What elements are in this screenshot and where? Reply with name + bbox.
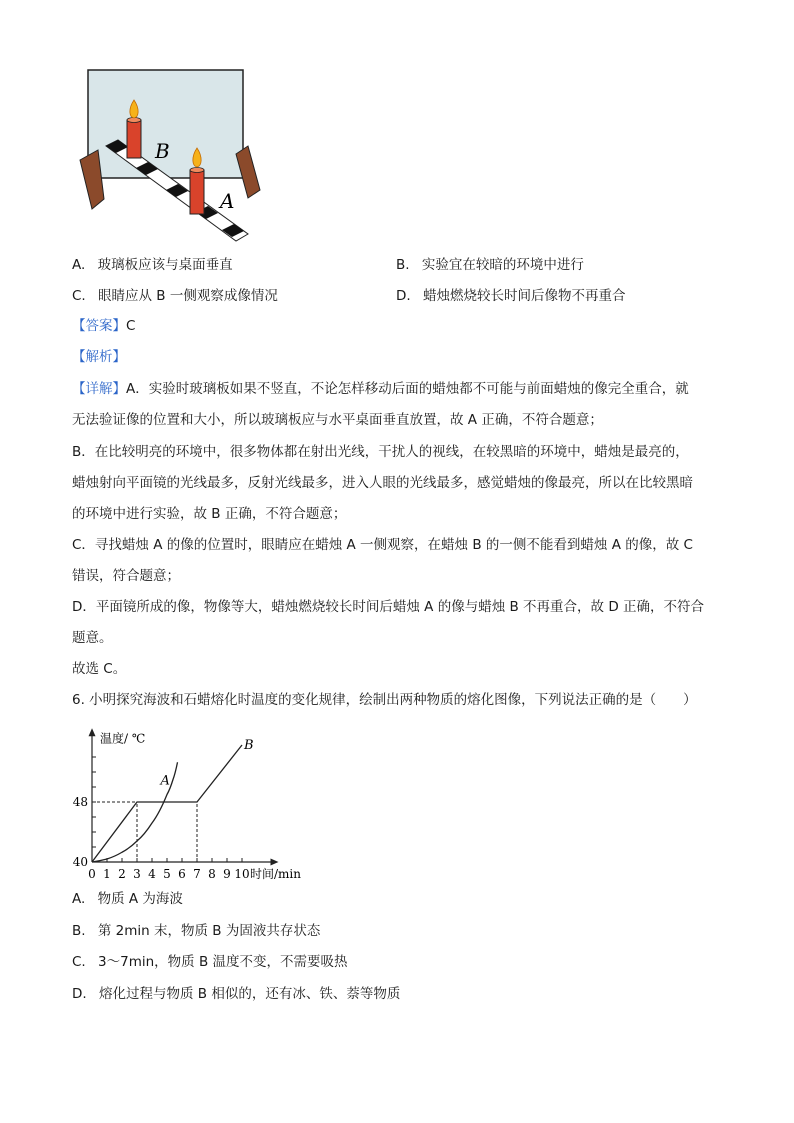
- analysis-tag: 【解析】: [72, 349, 126, 365]
- explanation-line-6: C．寻找蜡烛 A 的像的位置时，眼睛应在蜡烛 A 一侧观察，在蜡烛 B 的一侧不能看到蜡烛 A 的像，故 C: [72, 537, 693, 553]
- explanation-line-8: D．平面镜所成的像，物像等大，蜡烛燃烧较长时间后蜡烛 A 的像与蜡烛 B 不再重合，故 D 正确，不符合: [72, 599, 705, 615]
- option-key: A.: [72, 891, 86, 907]
- explanation-line-5: 的环境中进行实验，故 B 正确，不符合题意；: [72, 506, 347, 522]
- series-label-a: A: [160, 773, 170, 789]
- option-text: 玻璃板应该与桌面垂直: [97, 257, 233, 273]
- x-tick-label: 3: [133, 867, 141, 881]
- option-text: 蜡烛燃烧较长时间后像物不再重合: [422, 288, 626, 304]
- q5-option-a: [72, 256, 233, 274]
- y-axis-label: 温度/ ℃: [100, 731, 146, 746]
- x-axis-arrow: [271, 859, 279, 866]
- answer-line: [72, 317, 135, 335]
- option-text: 熔化过程与物质 B 相似的，还有冰、铁、萘等物质: [98, 986, 401, 1002]
- x-tick-label: 8: [208, 867, 216, 881]
- y-tick-label: 48: [72, 795, 88, 809]
- series-label-b: B: [244, 738, 254, 753]
- option-text: 物质 A 为海波: [97, 891, 183, 907]
- melting-chart: [60, 712, 330, 892]
- q6-option-b: [72, 922, 320, 940]
- label-a: A: [220, 189, 235, 213]
- option-key: C.: [72, 288, 86, 304]
- q5-option-b: [396, 256, 584, 274]
- option-text: 眼睛应从 B 一侧观察成像情况: [98, 288, 278, 304]
- q5-option-d: [396, 287, 625, 305]
- answer-tag: 【答案】: [72, 318, 126, 334]
- explanation-text: A．实验时玻璃板如果不竖直，不论怎样移动后面的蜡烛都不可能与前面蜡烛的像完全重合，就: [126, 381, 689, 397]
- x-tick-label: 10: [234, 867, 250, 881]
- x-tick-label: 1: [103, 867, 111, 881]
- x-tick-label: 9: [223, 867, 231, 881]
- answer-value: C: [126, 318, 136, 334]
- option-key: B.: [396, 257, 410, 273]
- option-text: 3～7min，物质 B 温度不变，不需要吸热: [98, 954, 348, 970]
- x-tick-label: 2: [118, 867, 126, 881]
- q5-option-c: [72, 287, 278, 305]
- explanation-line-1: [72, 380, 689, 398]
- option-text: 第 2min 末，物质 B 为固液共存状态: [97, 923, 321, 939]
- y-axis-arrow: [89, 728, 96, 736]
- analysis-line: [72, 348, 126, 366]
- q6-stem: 6. 小明探究海波和石蜡熔化时温度的变化规律，绘制出两种物质的熔化图像，下列说法正确的是（ ）: [72, 692, 697, 708]
- label-b: B: [155, 139, 170, 163]
- x-tick-label: 6: [178, 867, 186, 881]
- x-axis-label: 时间/min: [250, 867, 301, 881]
- q6-option-c: [72, 953, 348, 971]
- detail-tag: 【详解】: [72, 381, 126, 397]
- x-tick-label: 7: [193, 867, 201, 881]
- explanation-line-4: 蜡烛射向平面镜的光线最多，反射光线最多，进入人眼的光线最多，感觉蜡烛的像最亮，所以在比较黑暗: [72, 475, 693, 491]
- option-key: D.: [72, 986, 87, 1002]
- q6-option-d: [72, 985, 400, 1003]
- explanation-line-9: 题意。: [72, 630, 113, 646]
- option-key: B.: [72, 923, 86, 939]
- explanation-line-7: 错误，符合题意；: [72, 568, 180, 584]
- explanation-line-2: 无法验证像的位置和大小，所以玻璃板应与水平桌面垂直放置，故 A 正确，不符合题意；: [72, 412, 603, 428]
- option-key: C.: [72, 954, 86, 970]
- x-tick-label: 0: [88, 867, 96, 881]
- option-key: A.: [72, 257, 86, 273]
- y-tick-label: 40: [72, 855, 88, 869]
- option-key: D.: [396, 288, 411, 304]
- explanation-line-3: B．在比较明亮的环境中，很多物体都在射出光线，干扰人的视线，在较黑暗的环境中，蜡烛是最亮的，: [72, 444, 689, 460]
- series-line-b: [92, 745, 242, 862]
- x-tick-label: 4: [148, 867, 156, 881]
- mirror-experiment-figure: [70, 62, 270, 247]
- q6-option-a: [72, 890, 183, 908]
- option-text: 实验宜在较暗的环境中进行: [421, 257, 584, 273]
- explanation-line-10: 故选 C。: [72, 661, 127, 677]
- x-tick-label: 5: [163, 867, 171, 881]
